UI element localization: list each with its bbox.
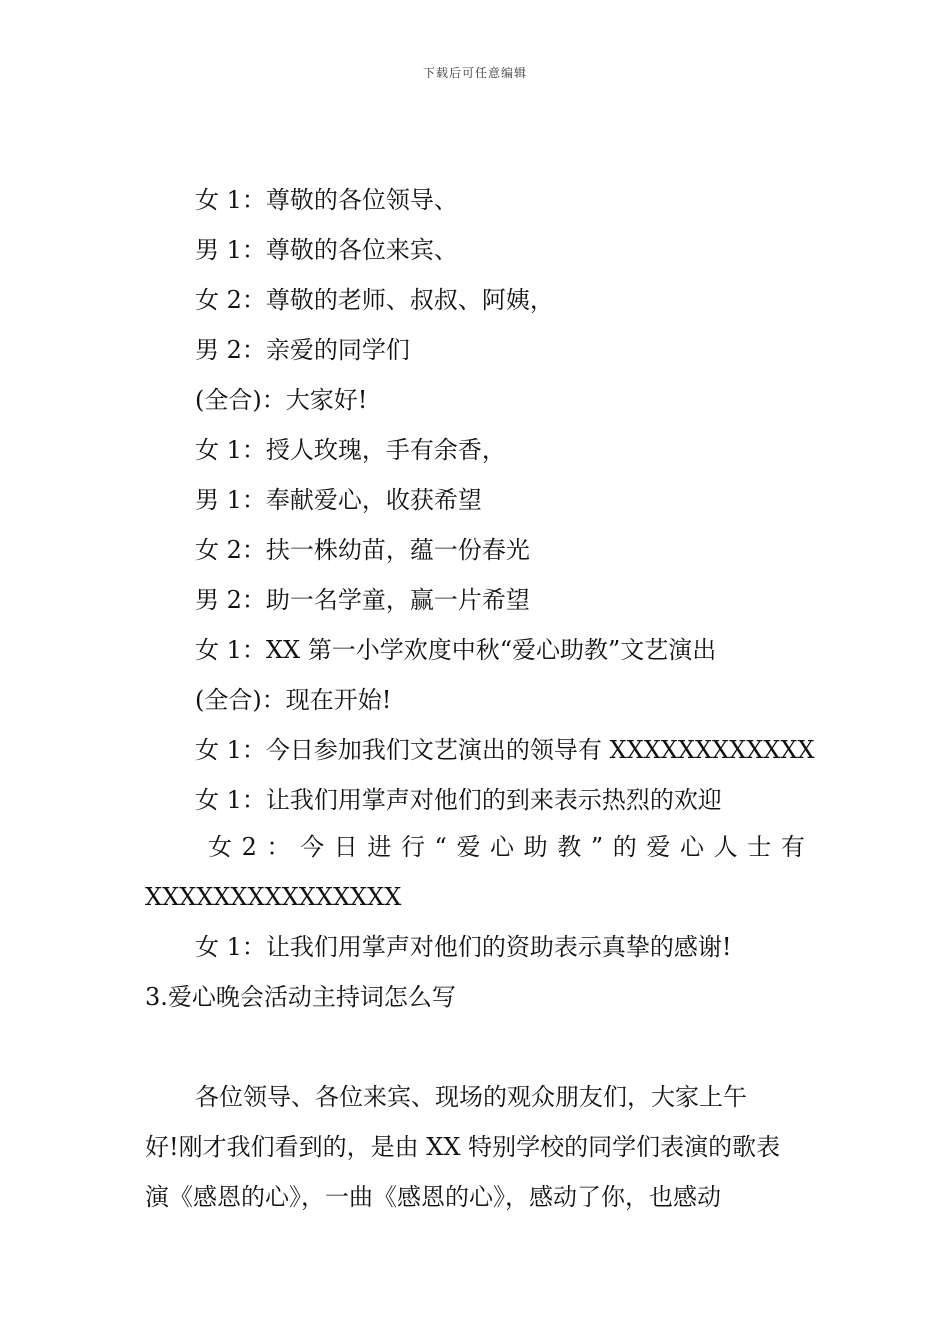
spaced-script-line <box>208 832 805 862</box>
paragraph-line-1: 各位领导、各位来宾、现场的观众朋友们，大家上午 <box>195 1083 747 1111</box>
spaced-char: ” <box>590 833 604 861</box>
spaced-char: 进 <box>367 833 392 861</box>
spaced-char: 爱 <box>646 833 671 861</box>
script-line-3: 女 2：尊敬的老师、叔叔、阿姨， <box>195 286 554 314</box>
spaced-char: 心 <box>679 833 704 861</box>
script-line-4: 男 2：亲爱的同学们 <box>195 336 410 364</box>
script-line-13: 女 1：让我们用掌声对他们的到来表示热烈的欢迎 <box>195 786 722 814</box>
section-heading: 3.爱心晚会活动主持词怎么写 <box>145 983 456 1011</box>
script-line-6: 女 1：授人玫瑰，手有余香， <box>195 436 506 464</box>
script-line-7: 男 1：奉献爱心，收获希望 <box>195 486 482 514</box>
spaced-char: “ <box>434 833 447 861</box>
page-header-note: 下载后可任意编辑 <box>422 66 527 80</box>
script-line-8: 女 2：扶一株幼苗，蕴一份春光 <box>195 536 530 564</box>
script-line-11: (全合)：现在开始! <box>195 686 392 714</box>
spaced-char: 有 <box>780 833 805 861</box>
spaced-char: 2 <box>241 833 257 861</box>
script-line-5: (全合)：大家好! <box>195 386 368 414</box>
paragraph-line-3: 演《感恩的心》，一曲《感恩的心》，感动了你，也感动 <box>145 1183 721 1211</box>
script-line-2: 男 1：尊敬的各位来宾、 <box>195 236 458 264</box>
spaced-char: 女 <box>208 833 232 861</box>
script-line-1: 女 1：尊敬的各位领导、 <box>195 186 458 214</box>
spaced-char: 助 <box>523 833 548 861</box>
closing-script-line: 女 1：让我们用掌声对他们的资助表示真挚的感谢! <box>195 933 732 961</box>
script-line-10: 女 1：XX 第一小学欢度中秋“爱心助教”文艺演出 <box>195 636 717 664</box>
spaced-char: 日 <box>333 833 358 861</box>
spaced-char: 行 <box>400 833 425 861</box>
spaced-char: 的 <box>612 833 637 861</box>
script-line-9: 男 2：助一名学童，赢一片希望 <box>195 586 530 614</box>
spaced-char: 士 <box>747 833 772 861</box>
spaced-char: 人 <box>713 833 738 861</box>
spaced-char: 心 <box>490 833 515 861</box>
spaced-char: 爱 <box>456 833 481 861</box>
spaced-char: 今 <box>300 833 325 861</box>
paragraph-line-2: 好!刚才我们看到的，是由 XX 特别学校的同学们表演的歌表 <box>145 1133 781 1161</box>
script-line-12: 女 1：今日参加我们文艺演出的领导有 XXXXXXXXXXXX <box>195 736 815 764</box>
spaced-script-line-continuation: XXXXXXXXXXXXXXX <box>145 883 402 911</box>
spaced-char: ： <box>266 833 291 861</box>
spaced-char: 教 <box>557 833 582 861</box>
